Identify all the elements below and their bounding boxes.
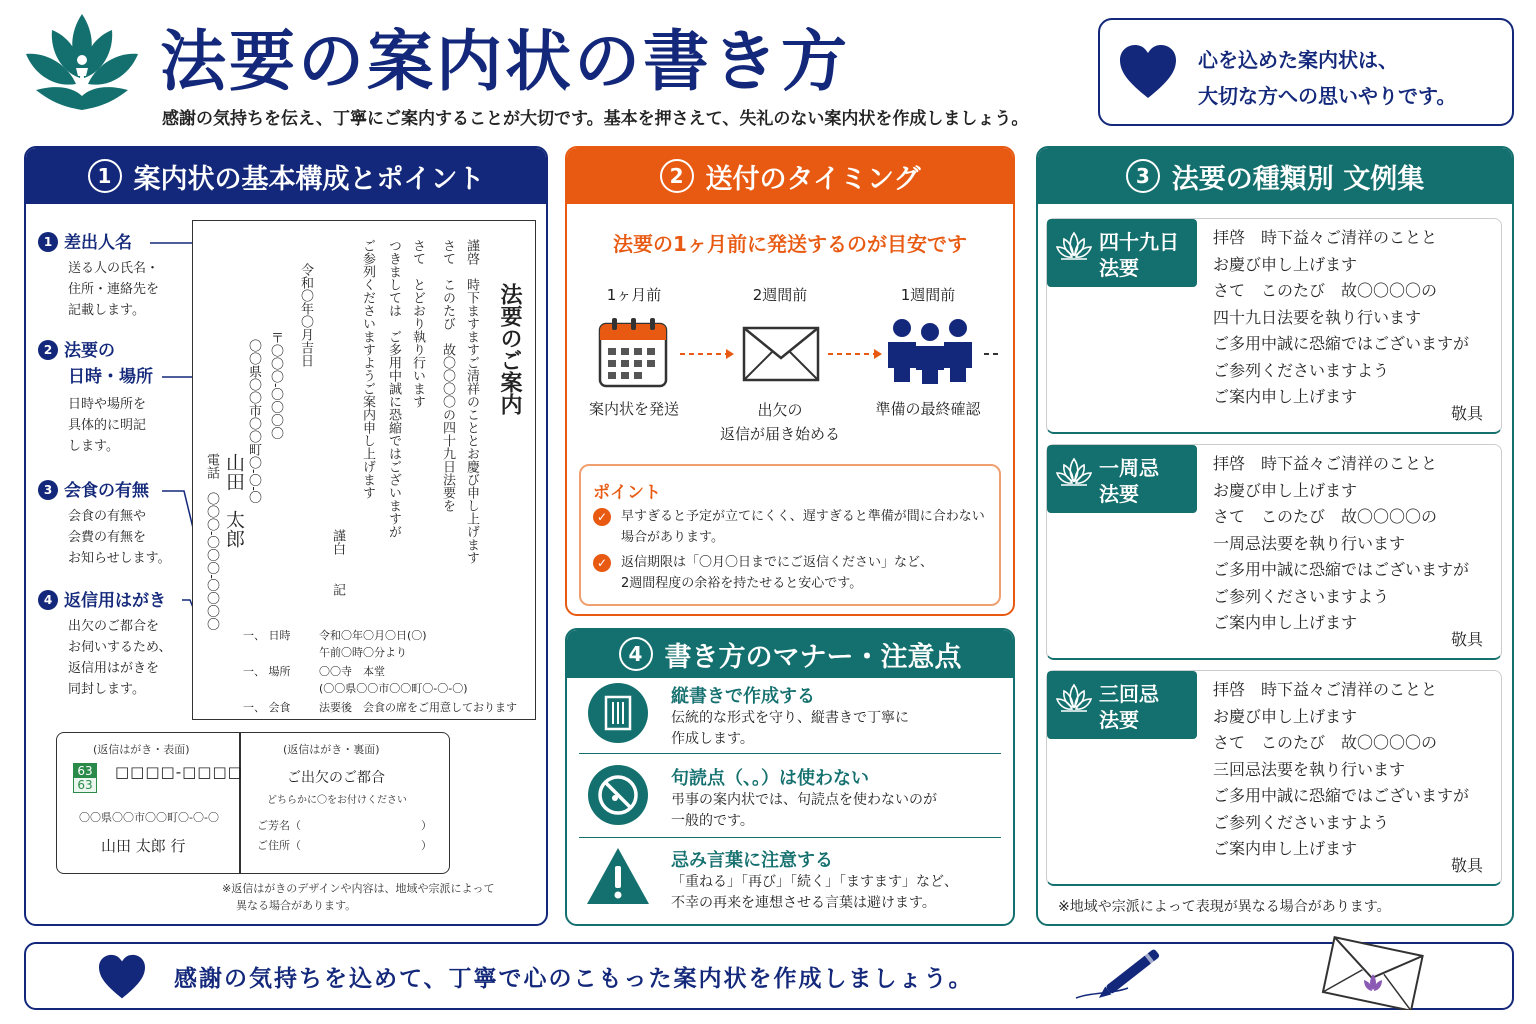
template-closing: 敬具 [1451, 404, 1484, 423]
letter-address: 〇〇県〇〇市〇〇町〇-〇-〇 [246, 339, 261, 504]
envelope-icon [742, 326, 820, 382]
postcard-addressee: 山田 太郎 行 [101, 837, 186, 855]
heart-icon [1118, 44, 1178, 100]
message-line-1: 心を込めた案内状は、 [1198, 48, 1398, 72]
manner-item-3: 忌み言葉に注意する 「重ねる」「再び」「続く」「ますます」など、 不幸の再来を連想させる言葉は避けます。 [579, 840, 1001, 920]
template-first-anniversary: 一周忌 法要 拝啓 時下益々ご清祥のことと お慶び申し上げます さて このたび 故〇〇〇〇の 一周忌法要を執り行います ご多用中誠に恐縮ではございますが ご参列くださいますよう ご案内申し上げます 敬具 [1046, 444, 1502, 660]
letter-line-1: 謹啓 時下ますますご清祥のこととお慶び申し上げます [464, 239, 479, 564]
dashed-line [984, 350, 1004, 358]
dashed-arrow-icon [828, 348, 884, 360]
letter-date: 令和〇年〇月吉日 [298, 263, 313, 367]
postcard-back-label: (返信はがき・裏面) [283, 743, 380, 756]
postcard-front-label: (返信はがき・表面) [93, 743, 190, 756]
step-3-when: 1週間前 [900, 286, 956, 304]
template-third-anniversary: 三回忌 法要 拝啓 時下益々ご清祥のことと お慶び申し上げます さて このたび 故〇〇〇〇の 三回忌法要を執り行います ご多用中誠に恐縮ではございますが ご参列くださいますよう ご案内申し上げます 敬具 [1046, 670, 1502, 886]
point-4: 4 返信用はがき 出欠のご都合を お伺いするため、 返信用はがきを 同封します。 [38, 588, 171, 700]
section-title: 案内状の基本構成とポイント [133, 163, 485, 195]
postcard-address: 〇〇県〇〇市〇〇町〇-〇-〇 [79, 811, 219, 824]
point-2: 2 法要の 日時・場所 日時や場所を 具体的に明記 します。 [38, 338, 153, 457]
step-2-desc: 出欠の 返信が届き始める [719, 401, 840, 443]
point-3: 3 会食の有無 会食の有無や 会費の有無を お知らせします。 [38, 478, 171, 569]
people-icon [884, 318, 976, 384]
envelope-with-lotus-icon [1318, 936, 1428, 1010]
lotus-icon [1055, 683, 1093, 715]
warning-icon [585, 846, 651, 906]
letter-title: 法要のご案内 [497, 283, 523, 415]
letter-line-3: さて とどおり執り行います [410, 239, 425, 408]
letter-details: 一、 日時 令和〇年〇月〇日(〇) 午前〇時〇分より 一、 場所 〇〇寺 本堂 (〇〇県〇〇市〇〇町〇-〇-〇) 一、 会食 法要後 会食の席をご用意しております [243, 629, 517, 714]
step-3-desc: 準備の最終確認 [875, 400, 981, 418]
letter-line-2: さて このたび 故〇〇〇〇の四十九日法要を [440, 239, 455, 512]
template-tag: 四十九日 法要 [1047, 219, 1197, 287]
letter-line-5: ご参列くださいますようご案内申し上げます [360, 239, 375, 499]
section-number: 2 [660, 159, 694, 193]
lotus-icon [1055, 457, 1093, 489]
letter-phone: 電話 〇〇〇-〇〇〇-〇〇〇〇 [204, 453, 219, 631]
sample-letter [192, 220, 536, 720]
timing-headline: 法要の1ヶ月前に発送するのが目安です [613, 232, 967, 256]
page-title: 法要の案内状の書き方 [160, 23, 850, 100]
section-number: 4 [619, 637, 653, 671]
manner-item-2: 句読点（、。）は使わない 弔事の案内状では、句読点を使わないのが 一般的です。 [579, 756, 1001, 838]
letter-closing: 謹白 [330, 529, 345, 555]
postcard-name-field: ご芳名（ [257, 819, 301, 832]
reply-postcard: (返信はがき・表面) 63 63 □□□□-□□□□ 〇〇県〇〇市〇〇町〇-〇-〇 山田 太郎 行 (返信はがき・裏面) ご出欠のご都合 どちらかに〇をお付けください ご芳名（ ） ご住所（ ） [56, 732, 450, 874]
postal-code-boxes: □□□□-□□□□ [115, 763, 243, 781]
template-tag: 一周忌 法要 [1047, 445, 1197, 513]
check-icon: ✓ [593, 508, 611, 526]
section-4-header [567, 630, 1013, 678]
template-closing: 敬具 [1451, 856, 1484, 875]
timing-point-2: ✓ 返信期限は「〇月〇日までにご返信ください」など、 2週間程度の余裕を持たせると安心です。 [593, 554, 933, 594]
lotus-icon [1055, 231, 1093, 263]
pen-icon [1072, 938, 1172, 1000]
manner-item-1: 縦書きで作成する 伝統的な形式を守り、縦書きで丁寧に 作成します。 [579, 676, 1001, 754]
letter-sender: 山田 太郎 [223, 453, 245, 548]
section-title: 法要の種類別 文例集 [1171, 163, 1425, 195]
vertical-writing-icon [587, 682, 649, 744]
postcard-back-note: どちらかに〇をお付けください [267, 795, 407, 806]
template-tag: 三回忌 法要 [1047, 671, 1197, 739]
section-2-header [567, 148, 1013, 204]
letter-ki: 記 [330, 583, 345, 596]
message-box [1098, 18, 1514, 126]
timing-point-1: ✓ 早すぎると予定が立てにくく、遅すぎると準備が間に合わない 場合があります。 [593, 508, 985, 548]
point-title: ポイント [593, 483, 661, 503]
template-49-days: 四十九日 法要 拝啓 時下益々ご清祥のことと お慶び申し上げます さて このたび 故〇〇〇〇の 四十九日法要を執り行います ご多用中誠に恐縮ではございますが ご参列くださいますよう ご案内申し上げます 敬具 [1046, 218, 1502, 434]
check-icon: ✓ [593, 554, 611, 572]
section-3-header [1038, 148, 1512, 204]
postcard-back-title: ご出欠のご都合 [287, 770, 385, 786]
template-closing: 敬具 [1451, 630, 1484, 649]
section-3-note: ※地域や宗派によって表現が異なる場合があります。 [1058, 899, 1391, 915]
step-1-desc: 案内状を発送 [588, 400, 679, 418]
no-punctuation-icon [587, 764, 649, 826]
timing-points-box [579, 464, 1001, 606]
message-line-2: 大切な方への思いやりです。 [1198, 84, 1457, 108]
section-title: 送付のタイミング [705, 163, 921, 195]
heart-icon [96, 954, 148, 1000]
footer-message: 感謝の気持ちを込めて、丁寧で心のこもった案内状を作成しましょう。 [174, 966, 974, 992]
letter-postal: 〒〇〇〇-〇〇〇〇 [268, 331, 283, 440]
page-subtitle: 感謝の気持ちを伝え、丁寧にご案内することが大切です。基本を押さえて、失礼のない案内状を作成しましょう。 [162, 109, 1029, 129]
step-1-when: 1ヶ月前 [606, 286, 662, 304]
dashed-arrow-icon [680, 348, 736, 360]
step-2-when: 2週間前 [752, 286, 808, 304]
stamp-icon: 63 63 [73, 763, 97, 793]
section-1-note: ※返信はがきのデザインや内容は、地域や宗派によって 異なる場合があります。 [222, 882, 495, 912]
point-1: 1 差出人名 送る人の氏名・ 住所・連絡先を 記載します。 [38, 230, 159, 321]
postcard-address-field: ご住所（ [257, 839, 301, 852]
section-number: 1 [88, 159, 122, 193]
letter-line-4: つきましては ご多用中誠に恐縮ではございますが [386, 239, 401, 538]
section-title: 書き方のマナー・注意点 [664, 641, 962, 673]
calendar-icon [598, 316, 670, 390]
section-number: 3 [1126, 159, 1160, 193]
footer-banner [24, 942, 1514, 1010]
